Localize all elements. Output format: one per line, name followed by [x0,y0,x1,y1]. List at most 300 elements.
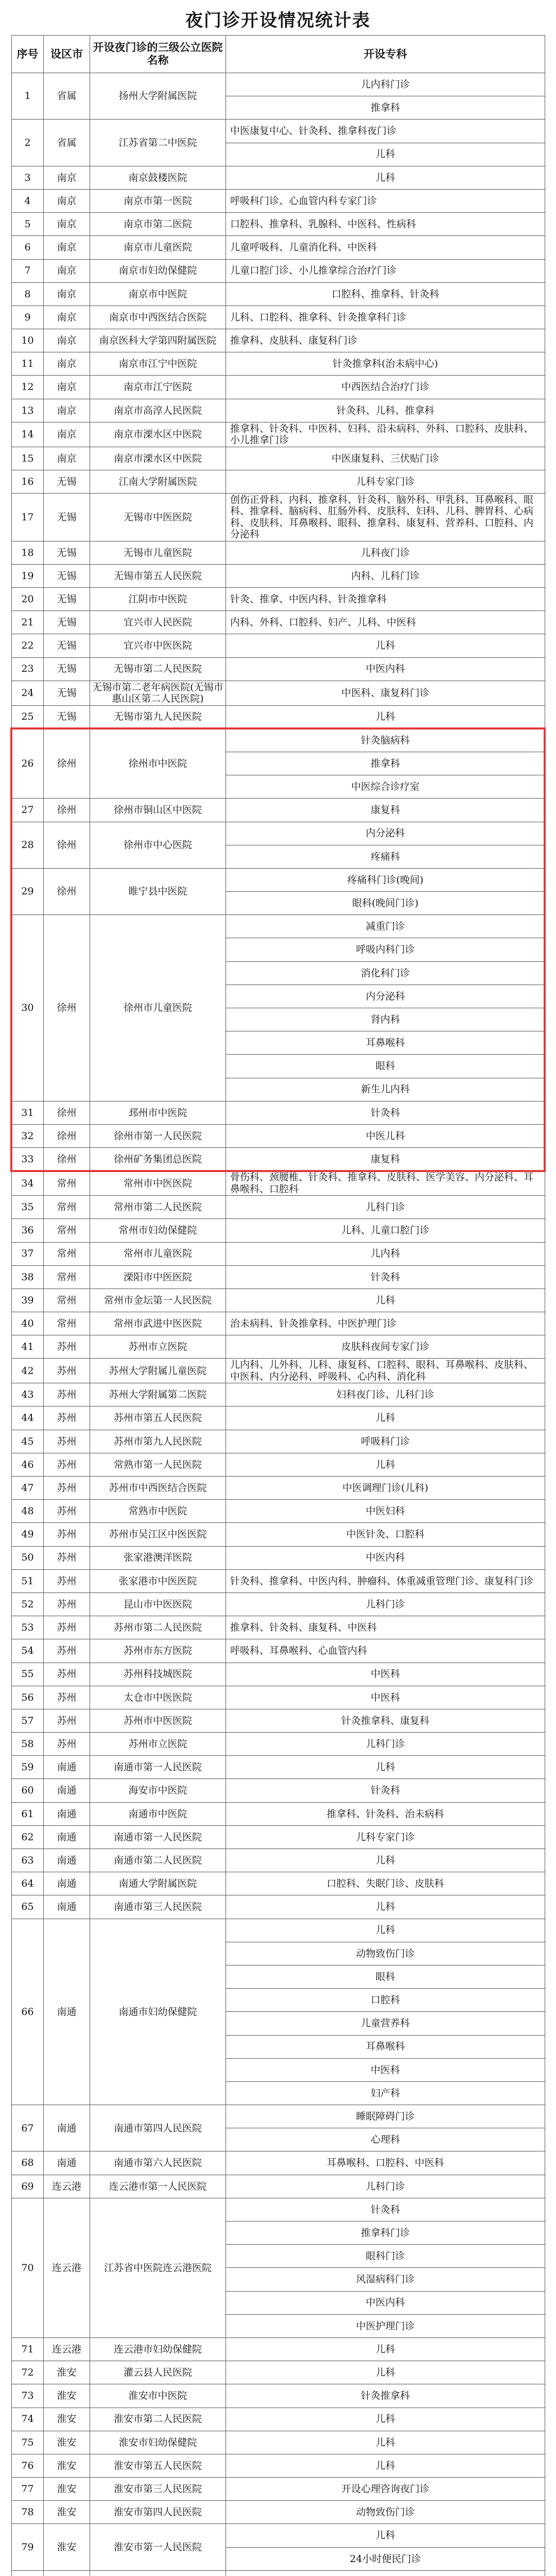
cell-hospital: 南京市中医院 [90,282,226,306]
cell-city: 苏州 [44,1639,90,1663]
table-row [12,399,545,422]
cell-hospital: 南通市第一人民医院 [90,1756,226,1779]
cell-city: 常州 [44,1265,90,1289]
cell-city: 无锡 [44,470,90,493]
cell-department: 儿科 [226,2361,545,2384]
table-row [12,470,545,493]
cell-no: 21 [12,611,44,634]
cell-department: 针灸推拿科(治未病中心) [226,352,545,376]
cell-city: 南京 [44,236,90,259]
table-row [12,2337,545,2361]
cell-hospital: 无锡市儿童医院 [90,541,226,564]
cell-department: 儿科 [226,2337,545,2361]
cell-no: 56 [12,1686,44,1709]
cell-no: 66 [12,1919,44,2105]
cell-department: 推拿科、针灸科、康复科、中医科 [226,1616,545,1639]
cell-no: 54 [12,1639,44,1663]
cell-no: 47 [12,1477,44,1500]
cell-hospital: 江南大学附属医院 [90,470,226,493]
cell-city: 南京 [44,189,90,212]
cell-city: 南京 [44,213,90,236]
cell-city: 南通 [44,1779,90,1802]
cell-hospital: 徐州市第一人民医院 [90,1124,226,1147]
table-row [12,1569,545,1592]
cell-department: 儿童呼吸科、儿童消化科、中医科 [226,236,545,259]
table-row [12,1101,545,1124]
cell-city: 苏州 [44,1733,90,1756]
cell-city: 无锡 [44,681,90,705]
cell-department: 儿科 [226,1756,545,1779]
cell-no: 41 [12,1335,44,1359]
cell-department: 耳鼻喉科 [226,2035,545,2058]
cell-city: 徐州 [44,799,90,822]
cell-no: 53 [12,1616,44,1639]
cell-department: 消化科门诊 [226,961,545,985]
cell-hospital: 南通大学附属医院 [90,1872,226,1895]
cell-hospital: 无锡市第二老年病医院(无锡市惠山区第二人民医院) [90,681,226,705]
cell-department: 儿科 [226,1289,545,1312]
cell-no: 18 [12,541,44,564]
cell-city: 南通 [44,1849,90,1872]
cell-hospital: 常州市中医医院 [90,1171,226,1196]
cell-hospital: 淮安市第五人民医院 [90,2454,226,2477]
cell-no: 68 [12,2151,44,2175]
cell-department: 皮肤科夜间专家门诊 [226,1335,545,1359]
header-row [12,36,545,73]
cell-no: 26 [12,728,44,799]
cell-hospital: 淮安市第一人民医院 [90,2524,226,2570]
cell-hospital: 南京市溧水区中医院 [90,422,226,447]
cell-department: 妇产科 [226,2081,545,2105]
cell-department: 呼吸内科门诊 [226,938,545,961]
table-row [12,1663,545,1686]
cell-no: 57 [12,1709,44,1732]
cell-hospital: 淮安市妇幼保健院 [90,2431,226,2454]
cell-hospital: 南京市儿童医院 [90,236,226,259]
table-row [12,1895,545,1919]
cell-hospital: 南京医科大学第四附属医院 [90,329,226,352]
cell-city: 无锡 [44,657,90,681]
table-row [12,2151,545,2175]
cell-department: 睡眠障碍门诊 [226,2105,545,2128]
cell-department: 儿科、儿童口腔门诊 [226,1219,545,1242]
cell-department: 减重门诊 [226,915,545,938]
page-title: 夜门诊开设情况统计表 [185,10,371,31]
cell-department: 中医康复科、三伏贴门诊 [226,447,545,470]
cell-no: 78 [12,2501,44,2524]
cell-hospital: 常州市金坛第一人民医院 [90,1289,226,1312]
table-row [12,1312,545,1335]
cell-department: 康复科 [226,1148,545,1171]
cell-department: 口腔科 [226,1989,545,2012]
cell-no: 34 [12,1171,44,1196]
table-row [12,166,545,189]
cell-hospital: 南通市中医院 [90,1802,226,1825]
cell-hospital: 苏州市东方医院 [90,1639,226,1663]
cell-no: 15 [12,447,44,470]
table-row [12,282,545,306]
table-row [12,352,545,376]
cell-no: 51 [12,1569,44,1592]
cell-department: 中医科、康复科门诊 [226,681,545,705]
cell-city: 淮安 [44,2408,90,2431]
table-row [12,1592,545,1616]
cell-hospital: 无锡市中医医院 [90,494,226,541]
table-row [12,611,545,634]
cell-department: 针灸科、儿科、推拿科 [226,399,545,422]
cell-no: 36 [12,1219,44,1242]
table-row [12,2175,545,2198]
cell-department: 针灸科 [226,1265,545,1289]
cell-department: 儿内科门诊 [226,73,545,96]
cell-department: 妇科夜门诊、儿科门诊 [226,1383,545,1406]
cell-department: 儿科 [226,634,545,657]
cell-no: 55 [12,1663,44,1686]
cell-department: 儿科门诊 [226,1733,545,1756]
cell-department: 疼痛科 [226,845,545,868]
table-row [12,1733,545,1756]
cell-no: 74 [12,2408,44,2431]
cell-hospital: 徐州市儿童医院 [90,915,226,1101]
cell-hospital: 南通市第二人民医院 [90,1849,226,1872]
cell-hospital: 常熟市第一人民医院 [90,1453,226,1476]
cell-no: 27 [12,799,44,822]
table-row [12,2478,545,2501]
cell-no: 5 [12,213,44,236]
cell-city: 南通 [44,1872,90,1895]
cell-city: 省属 [44,120,90,166]
cell-city: 徐州 [44,1124,90,1147]
cell-department: 针灸、推拿、中医内科、针灸推拿科 [226,588,545,611]
cell-no: 61 [12,1802,44,1825]
cell-department: 儿童口腔门诊、小儿推拿综合治疗门诊 [226,259,545,282]
cell-department: 推拿科、针灸科、中医科、妇科、沿未病科、外科、口腔科、皮肤科、小儿推拿门诊 [226,422,545,447]
cell-department: 儿内科、儿外科、儿科、康复科、口腔科、眼科、耳鼻喉科、皮肤科、中医科、内分泌科、呼吸科、心内科、消化科 [226,1359,545,1383]
cell-city: 无锡 [44,611,90,634]
table-row [12,1709,545,1732]
cell-no: 42 [12,1359,44,1383]
cell-department: 口腔科、推拿科、乳腺科、中医科、性病科 [226,213,545,236]
cell-department: 针灸推拿科、康复科 [226,1709,545,1732]
cell-hospital: 常州市第二人民医院 [90,1196,226,1219]
table-row [12,2454,545,2477]
clinic-table [11,35,545,2576]
cell-no: 22 [12,634,44,657]
table-row [12,2198,545,2221]
cell-hospital: 昆山市中医医院 [90,1592,226,1616]
cell-hospital: 南京市高淳人民医院 [90,399,226,422]
cell-no: 32 [12,1124,44,1147]
cell-department: 推拿科门诊 [226,2222,545,2245]
cell-no: 49 [12,1523,44,1546]
cell-department: 眼科门诊 [226,2245,545,2268]
table-row [12,73,545,96]
cell-city: 省属 [44,73,90,120]
table-row [12,1453,545,1476]
cell-no: 60 [12,1779,44,1802]
cell-department: 疼痛科门诊(晚间) [226,868,545,891]
cell-no: 8 [12,282,44,306]
cell-department [226,2570,545,2576]
cell-city: 苏州 [44,1406,90,1430]
cell-no: 16 [12,470,44,493]
cell-city: 苏州 [44,1453,90,1476]
cell-city: 无锡 [44,634,90,657]
cell-no: 6 [12,236,44,259]
cell-department: 眼科(晚间门诊) [226,892,545,915]
cell-city: 苏州 [44,1359,90,1383]
cell-department: 中医科 [226,1663,545,1686]
cell-city: 南京 [44,447,90,470]
cell-department: 创伤正骨科、内科、推拿科、针灸科、脑外科、甲乳科、耳鼻喉科、眼科、推拿科、脑病科、肛肠外科、皮肤科、妇科、儿科、脾胃科、心病科、皮肤科、耳鼻喉科、眼科、推拿科、康复科、营养科、口腔科、内分泌科 [226,494,545,541]
cell-city: 淮安 [44,2454,90,2477]
cell-department: 儿科 [226,1895,545,1919]
table-row [12,2384,545,2408]
cell-hospital: 南京市中西医结合医院 [90,306,226,329]
cell-no: 50 [12,1546,44,1569]
cell-city: 徐州 [44,1101,90,1124]
cell-department: 儿科夜门诊 [226,541,545,564]
cell-no: 12 [12,376,44,399]
cell-department: 动物致伤门诊 [226,2501,545,2524]
table-row [12,588,545,611]
cell-department: 儿科 [226,1406,545,1430]
cell-department: 针灸科 [226,1779,545,1802]
cell-hospital: 太仓市中医医院 [90,1686,226,1709]
cell-hospital: 张家港市中医医院 [90,1569,226,1592]
table-row [12,2524,545,2547]
cell-city: 徐州 [44,915,90,1101]
cell-department: 儿科 [226,2431,545,2454]
cell-department: 中医妇科 [226,1500,545,1523]
cell-city: 无锡 [44,541,90,564]
cell-department: 耳鼻喉科、口腔科、中医科 [226,2151,545,2175]
cell-city: 无锡 [44,564,90,587]
cell-hospital: 苏州市中西医结合医院 [90,1477,226,1500]
cell-department: 内科、外科、口腔科、妇产、儿科、中医科 [226,611,545,634]
cell-hospital: 苏州科技城医院 [90,1663,226,1686]
cell-no: 29 [12,868,44,914]
table-row [12,2361,545,2384]
cell-department: 儿科 [226,2454,545,2477]
cell-hospital: 南京鼓楼医院 [90,166,226,189]
cell-department: 康复科 [226,799,545,822]
table-row [12,1242,545,1265]
cell-hospital: 灌云县人民医院 [90,2361,226,2384]
cell-hospital: 南通市第四人民医院 [90,2105,226,2151]
cell-hospital: 海安市中医院 [90,1779,226,1802]
cell-city: 南京 [44,352,90,376]
cell-department: 儿科 [226,2408,545,2431]
cell-hospital: 江苏省中医院连云港医院 [90,2198,226,2337]
table-row [12,447,545,470]
cell-city: 淮安 [44,2431,90,2454]
cell-hospital: 常州市妇幼保健院 [90,1219,226,1242]
cell-department: 中医儿科 [226,1124,545,1147]
table-row [12,822,545,845]
cell-no: 76 [12,2454,44,2477]
cell-no: 35 [12,1196,44,1219]
cell-no: 43 [12,1383,44,1406]
cell-no: 73 [12,2384,44,2408]
cell-no: 1 [12,73,44,120]
cell-no: 24 [12,681,44,705]
cell-department: 儿科门诊 [226,1196,545,1219]
cell-department: 儿科门诊 [226,2175,545,2198]
cell-department: 儿科门诊 [226,1592,545,1616]
cell-department: 儿科、口腔科、推拿科、针灸推拿科门诊 [226,306,545,329]
cell-hospital: 无锡市第二人民医院 [90,657,226,681]
cell-city: 常州 [44,1219,90,1242]
cell-hospital: 无锡市第五人民医院 [90,564,226,587]
cell-department: 中西医结合治疗门诊 [226,376,545,399]
table-row [12,1756,545,1779]
table-row [12,2431,545,2454]
table-row [12,2408,545,2431]
cell-no: 37 [12,1242,44,1265]
cell-no: 33 [12,1148,44,1171]
cell-department: 中医针灸、口腔科 [226,1523,545,1546]
cell-hospital: 连云港市妇幼保健院 [90,2337,226,2361]
header-departments: 开设专科 [226,36,545,73]
cell-no: 25 [12,705,44,728]
table-row [12,634,545,657]
table-row [12,1872,545,1895]
cell-no: 4 [12,189,44,212]
cell-department: 中医护理门诊 [226,2314,545,2337]
cell-hospital: 南京市江宁中医院 [90,352,226,376]
cell-no: 19 [12,564,44,587]
cell-no: 17 [12,494,44,541]
cell-department: 心理科 [226,2128,545,2151]
cell-city: 常州 [44,1312,90,1335]
table-row [12,728,545,752]
table-row [12,494,545,541]
cell-department: 中医内科 [226,657,545,681]
cell-city: 连云港 [44,2198,90,2337]
table-row [12,1477,545,1500]
cell-no: 77 [12,2478,44,2501]
cell-department: 新生儿内科 [226,1078,545,1101]
cell-department: 口腔科、失眠门诊、皮肤科 [226,1872,545,1895]
table-row [12,1196,545,1219]
table-row [12,259,545,282]
cell-department: 风湿病科门诊 [226,2268,545,2291]
cell-city: 苏州 [44,1500,90,1523]
cell-city: 南京 [44,166,90,189]
table-row [12,1825,545,1849]
cell-city: 南通 [44,1825,90,1849]
cell-department: 24小时便民门诊 [226,2547,545,2570]
table-row [12,1148,545,1171]
cell-no: 28 [12,822,44,868]
table-row [12,1406,545,1430]
cell-no: 48 [12,1500,44,1523]
cell-city: 无锡 [44,494,90,541]
cell-department: 儿科 [226,705,545,728]
table-row [12,422,545,447]
cell-city: 南京 [44,282,90,306]
table-row [12,1639,545,1663]
cell-department: 儿科 [226,1919,545,1942]
cell-department: 儿内科 [226,1242,545,1265]
cell-hospital: 常州市儿童医院 [90,1242,226,1265]
table-row [12,306,545,329]
cell-no: 45 [12,1430,44,1453]
cell-city: 南京 [44,306,90,329]
cell-department: 中医综合诊疗室 [226,775,545,799]
cell-hospital: 苏州市第二人民医院 [90,1616,226,1639]
cell-department: 治未病科、针灸推拿科、中医护理门诊 [226,1312,545,1335]
table-row [12,915,545,938]
cell-hospital: 南通市第一人民医院 [90,1825,226,1849]
cell-hospital: 南京市妇幼保健院 [90,259,226,282]
cell-hospital: 张家港澳洋医院 [90,1546,226,1569]
cell-hospital: 江阴市中医院 [90,588,226,611]
table-row [12,1779,545,1802]
table-row [12,1802,545,1825]
table-row [12,1265,545,1289]
cell-no [12,2570,44,2576]
cell-department: 眼科 [226,1965,545,1988]
cell-hospital: 宜兴市人民医院 [90,611,226,634]
cell-hospital: 南京市溧水区中医院 [90,447,226,470]
cell-hospital: 常州市武进中医医院 [90,1312,226,1335]
cell-hospital [90,2570,226,2576]
cell-department: 儿童营养科 [226,2012,545,2035]
table-row [12,1546,545,1569]
table-row [12,1289,545,1312]
cell-hospital: 南京市江宁医院 [90,376,226,399]
cell-no: 40 [12,1312,44,1335]
cell-city: 淮安 [44,2478,90,2501]
table-row [12,376,545,399]
cell-department: 内科、儿科门诊 [226,564,545,587]
cell-department: 口腔科、推拿科、针灸科 [226,282,545,306]
cell-hospital: 徐州市中心医院 [90,822,226,868]
table-row [12,1219,545,1242]
table-row [12,705,545,728]
cell-department: 中医康复中心、针灸科、推拿科夜门诊 [226,120,545,143]
cell-no: 31 [12,1101,44,1124]
table-row [12,681,545,705]
table-row [12,1500,545,1523]
table-row [12,1171,545,1196]
cell-department: 推拿科、皮肤科、康复科门诊 [226,329,545,352]
cell-no: 11 [12,352,44,376]
cell-city: 南通 [44,2105,90,2151]
cell-city: 常州 [44,1196,90,1219]
cell-no: 64 [12,1872,44,1895]
cell-hospital: 南京市第一医院 [90,189,226,212]
table-row [12,1849,545,1872]
cell-hospital: 徐州市中医院 [90,728,226,799]
cell-hospital: 常熟市中医院 [90,1500,226,1523]
cell-hospital: 宜兴市中医医院 [90,634,226,657]
cell-city: 徐州 [44,728,90,799]
cell-department: 针灸推拿科 [226,2384,545,2408]
cell-city: 无锡 [44,705,90,728]
cell-city: 苏州 [44,1569,90,1592]
cell-department: 推拿科 [226,96,545,120]
table-row [12,868,545,891]
cell-hospital: 苏州市中医医院 [90,1709,226,1732]
cell-hospital: 淮安市第三人民医院 [90,2478,226,2501]
cell-department: 针灸科、推拿科、中医内科、肿瘤科、体重减重管理门诊、康复科门诊 [226,1569,545,1592]
cell-city: 淮安 [44,2501,90,2524]
cell-hospital: 溧阳市中医医院 [90,1265,226,1289]
cell-city: 徐州 [44,1148,90,1171]
